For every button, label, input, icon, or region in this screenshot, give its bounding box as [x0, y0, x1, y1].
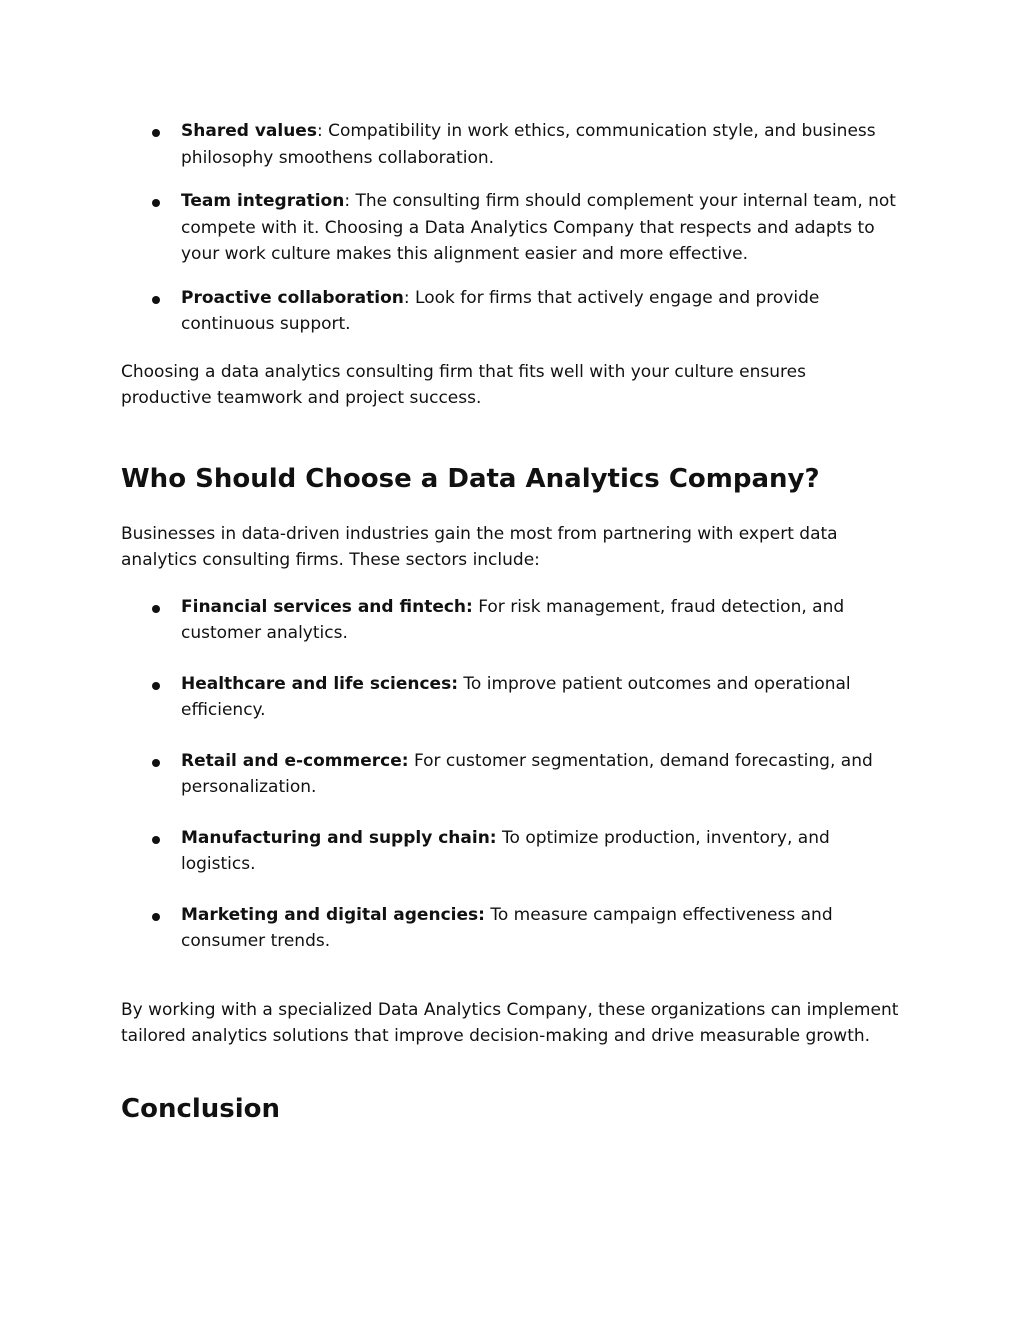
- bullet-icon: [152, 605, 160, 613]
- bullet-term: Manufacturing and supply chain:: [181, 827, 497, 848]
- bullet-term: Proactive collaboration: [181, 287, 404, 308]
- bullet-text: The consulting firm should complement your internal team, not compete with it. Choosing a Data Analytics Company that respects and adapts to your work culture makes this alignment easier and more effective.: [181, 191, 896, 264]
- list-item: [121, 594, 901, 647]
- bullet-text: Look for firms that actively engage and provide continuous support.: [181, 287, 820, 334]
- bullet-term: Marketing and digital agencies:: [181, 904, 485, 925]
- bullet-term: Team integration: [181, 191, 345, 211]
- list-item: [121, 118, 901, 171]
- conclusion-heading: Conclusion: [121, 1093, 281, 1124]
- bullet-icon: [152, 913, 160, 921]
- bullet-icon: [152, 129, 160, 137]
- bullet-term: Retail and e-commerce:: [181, 750, 409, 771]
- list-item: [121, 188, 901, 268]
- who-section-heading: Who Should Choose a Data Analytics Company?: [121, 463, 820, 494]
- list-item: [121, 825, 901, 878]
- bullet-icon: [152, 682, 160, 690]
- culture-fit-list: [121, 118, 901, 338]
- who-summary-paragraph: By working with a specialized Data Analytics Company, these organizations can implement tailored analytics solutions that improve decision-making and drive measurable growth.: [121, 999, 899, 1046]
- bullet-term: Financial services and fintech:: [181, 596, 473, 617]
- bullet-text: Compatibility in work ethics, communication style, and business philosophy smoothens collaboration.: [181, 121, 876, 168]
- culture-summary-paragraph: Choosing a data analytics consulting firm that fits well with your culture ensures productive teamwork and project success.: [121, 361, 806, 408]
- bullet-icon: [152, 296, 160, 304]
- who-intro-paragraph: Businesses in data-driven industries gain the most from partnering with expert data analytics consulting firms. These sectors include:: [121, 523, 838, 570]
- list-item: [121, 902, 901, 955]
- bullet-term: Shared values: [181, 121, 317, 141]
- bullet-text: For customer segmentation, demand forecasting, and personalization.: [181, 750, 873, 797]
- bullet-text: To improve patient outcomes and operational efficiency.: [181, 673, 851, 720]
- bullet-separator: :: [316, 121, 329, 141]
- list-item: [121, 285, 901, 338]
- bullet-separator: :: [344, 191, 356, 211]
- bullet-text: For risk management, fraud detection, and customer analytics.: [181, 596, 845, 643]
- list-item: [121, 748, 901, 801]
- document-page: [121, 118, 901, 1126]
- bullet-text: To measure campaign effectiveness and consumer trends.: [181, 904, 833, 951]
- bullet-separator: :: [403, 287, 416, 308]
- bullet-icon: [152, 836, 160, 844]
- sectors-list: [121, 594, 901, 955]
- bullet-icon: [152, 199, 160, 207]
- list-item: [121, 671, 901, 724]
- bullet-text: To optimize production, inventory, and logistics.: [181, 827, 830, 874]
- bullet-icon: [152, 759, 160, 767]
- bullet-term: Healthcare and life sciences:: [181, 673, 459, 694]
